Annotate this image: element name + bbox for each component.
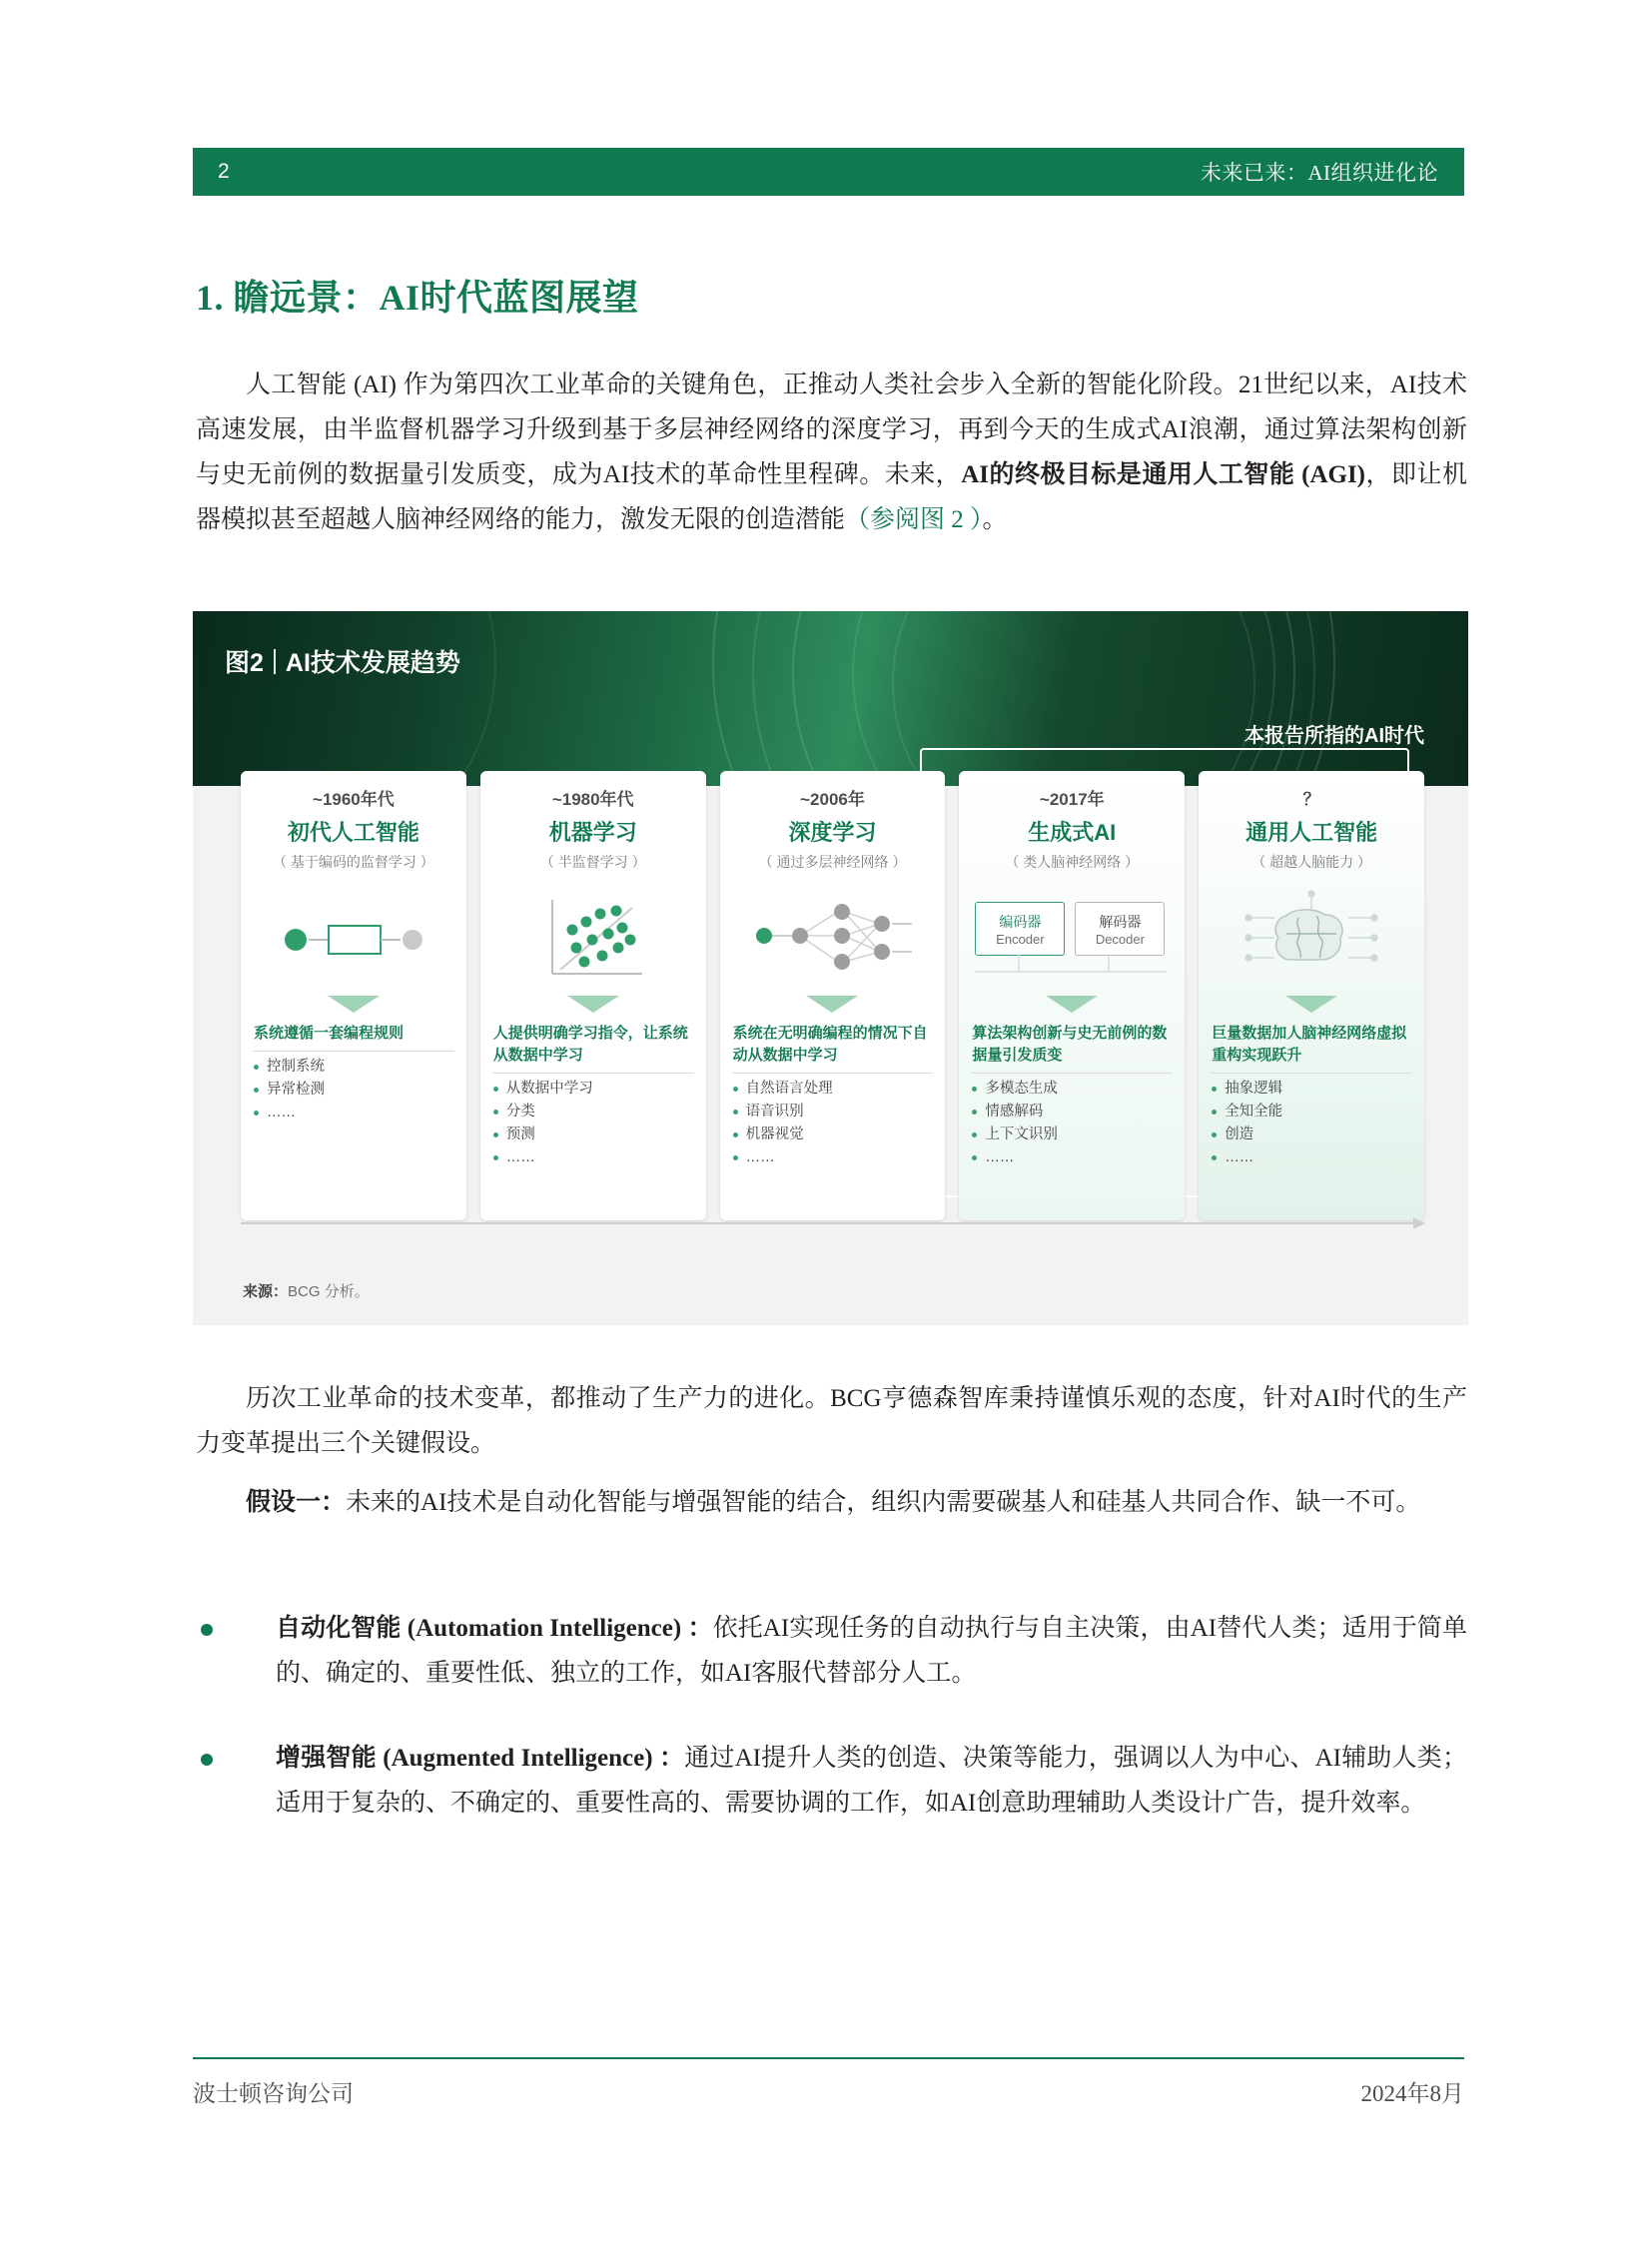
card-divider — [253, 1051, 454, 1052]
list-item: 分类 — [506, 1101, 696, 1123]
card-divider — [1211, 1073, 1412, 1074]
card-year: ~1980年代 — [551, 790, 634, 809]
list-item: 情感解码 — [985, 1101, 1175, 1123]
card-subtitle: （ 基于编码的监督学习 ） — [273, 854, 434, 870]
card-description: 系统遵循一套编程规则 — [254, 1025, 405, 1042]
card-illustration-scatter — [480, 878, 706, 996]
title-separator — [274, 649, 276, 674]
list-item: 抽象逻辑 — [1225, 1078, 1414, 1101]
card-subtitle: （ 超越人脑能力 ） — [1251, 854, 1371, 870]
card-illustration-neural-net — [720, 878, 946, 996]
exhibit-banner — [193, 611, 1468, 786]
card-agi — [1199, 771, 1424, 1220]
card-item-list — [959, 1078, 1185, 1181]
bullet-text: 依托AI实现任务的自动执行与自主决策，由AI替代人类；适用于简单的、确定的、重要性低、独立的工作，如AI客服代替部分人工。 — [276, 1615, 1467, 1687]
footer-divider — [193, 2057, 1464, 2059]
card-year: ~2006年 — [800, 790, 865, 809]
hypothesis-text: 未来的AI技术是自动化智能与增强智能的结合，组织内需要碳基人和硅基人共同合作、缺一不可。 — [346, 1489, 1421, 1516]
list-item: 创造 — [1225, 1123, 1414, 1146]
card-description: 算法架构创新与史无前例的数据量引发质变 — [972, 1025, 1168, 1064]
card-divider — [492, 1073, 694, 1074]
card-illustration-brain-chip — [1199, 878, 1424, 996]
card-subtitle: （ 半监督学习 ） — [539, 854, 646, 870]
bullet-augmented-intelligence — [196, 1736, 1467, 1826]
card-arrow — [328, 996, 380, 1013]
footer-company: 波士顿咨询公司 — [193, 2081, 354, 2106]
list-item: 异常检测 — [267, 1079, 456, 1102]
card-description: 巨量数据加人脑神经网络虚拟重构实现跃升 — [1212, 1025, 1407, 1064]
card-item-list — [480, 1078, 706, 1181]
exhibit-title-text: AI技术发展趋势 — [285, 649, 460, 677]
body-paragraph-1: 历次工业革命的技术变革，都推动了生产力的进化。BCG亨德森智库秉持谨慎乐观的态度，针对AI时代的生产力变革提出三个关键假设。 — [196, 1385, 1467, 1457]
era-note: 本报告所指的AI时代 — [1244, 725, 1424, 747]
bullet-dot-icon — [201, 1624, 213, 1636]
decoder-label-en: Decoder — [1095, 931, 1145, 947]
encoder-label-cn: 编码器 — [999, 913, 1042, 930]
card-illustration-encoder-decoder — [959, 878, 1185, 996]
list-item: 多模态生成 — [985, 1078, 1175, 1101]
hypothesis-label: 假设一： — [246, 1489, 347, 1516]
card-name: 初代人工智能 — [287, 820, 419, 845]
page-number: 2 — [218, 160, 230, 183]
card-machine-learning — [480, 771, 706, 1220]
source-label: 来源： — [243, 1283, 289, 1300]
intro-part1: 人工智能 (AI) 作为第四次工业革命的关键角色，正推动人类社会步入全新的智能化阶段。21世纪以来，AI技术高速发展，由半监督机器学习升级到基于多层神经网络的深度学习，再到今天的生成式AI浪潮，通过算法架构创新与史无前例的数据量引发质变，成为AI技术的革命性里程碑。未来， — [196, 372, 1467, 488]
exhibit-label: 图2 — [225, 649, 264, 677]
exhibit-figure-2 — [193, 611, 1468, 1325]
list-item: …… — [267, 1102, 456, 1124]
card-item-list — [1199, 1078, 1424, 1181]
card-deep-learning — [720, 771, 946, 1220]
list-item: 自然语言处理 — [746, 1078, 936, 1101]
list-item: 语音识别 — [746, 1101, 936, 1123]
card-arrow — [567, 996, 619, 1013]
exhibit-title — [225, 643, 460, 679]
timeline-axis — [241, 1222, 1424, 1224]
list-item: …… — [1225, 1146, 1414, 1169]
timeline-cards — [241, 771, 1424, 1220]
list-item: 从数据中学习 — [506, 1078, 696, 1101]
card-subtitle: （ 类人脑神经网络 ） — [1005, 854, 1140, 870]
card-arrow — [1285, 996, 1337, 1013]
intro-part2: ，即让机器模拟甚至超越人脑神经网络的能力，激发无限的创造潜能 — [196, 461, 1467, 533]
list-item: 预测 — [506, 1123, 696, 1146]
bullet-term: 自动化智能 (Automation Intelligence) ： — [276, 1615, 713, 1642]
intro-bold: AI的终极目标是通用人工智能 (AGI) — [961, 461, 1366, 488]
card-arrow — [806, 996, 858, 1013]
list-item: 机器视觉 — [746, 1123, 936, 1146]
card-early-ai — [241, 771, 466, 1220]
page-footer — [193, 2075, 1464, 2108]
list-item: 控制系统 — [267, 1056, 456, 1079]
list-item: 上下文识别 — [985, 1123, 1175, 1146]
card-year: ~2017年 — [1039, 790, 1105, 809]
card-item-list — [720, 1078, 946, 1181]
bullet-automation-intelligence — [196, 1606, 1467, 1696]
card-name: 深度学习 — [788, 820, 877, 845]
decoder-label-cn: 解码器 — [1099, 913, 1142, 930]
intro-paragraph — [196, 363, 1467, 542]
list-item: …… — [985, 1146, 1175, 1169]
card-arrow — [1046, 996, 1098, 1013]
list-item: …… — [746, 1146, 936, 1169]
bullet-term: 增强智能 (Augmented Intelligence) ： — [276, 1745, 685, 1772]
list-item: 全知全能 — [1225, 1101, 1414, 1123]
page-header — [193, 148, 1464, 196]
card-generative-ai — [959, 771, 1185, 1220]
intro-end: 。 — [982, 506, 1008, 533]
exhibit-source — [243, 1280, 370, 1301]
bullet-dot-icon — [201, 1754, 213, 1766]
footer-date: 2024年8月 — [1360, 2081, 1464, 2106]
card-item-list — [241, 1056, 466, 1136]
card-name: 通用人工智能 — [1245, 820, 1378, 845]
card-subtitle: （ 通过多层神经网络 ） — [758, 854, 907, 870]
card-divider — [732, 1073, 934, 1074]
source-text: BCG 分析。 — [288, 1283, 370, 1300]
card-divider — [971, 1073, 1173, 1074]
section-title: 1. 瞻远景：AI时代蓝图展望 — [196, 278, 639, 318]
bullet-text: 通过AI提升人类的创造、决策等能力，强调以人为中心、AI辅助人类；适用于复杂的、不确定的、重要性高的、需要协调的工作，如AI创意助理辅助人类设计广告，提升效率。 — [276, 1745, 1467, 1817]
list-item: …… — [506, 1146, 696, 1169]
card-year: ~1960年代 — [313, 790, 395, 809]
card-description: 人提供明确学习指令，让系统从数据中学习 — [492, 1025, 688, 1064]
body-paragraph-2 — [196, 1480, 1467, 1525]
figure-reference: （参阅图 2 ） — [845, 506, 983, 533]
card-name: 生成式AI — [1028, 820, 1117, 845]
card-description: 系统在无明确编程的情况下自动从数据中学习 — [732, 1025, 928, 1064]
card-illustration-rule-based — [241, 878, 466, 996]
encoder-label-en: Encoder — [996, 931, 1045, 947]
card-year: ？ — [1302, 790, 1320, 809]
document-title: 未来已来：AI组织进化论 — [1200, 161, 1438, 185]
bullet-list — [196, 1606, 1467, 1866]
card-name: 机器学习 — [548, 820, 637, 845]
